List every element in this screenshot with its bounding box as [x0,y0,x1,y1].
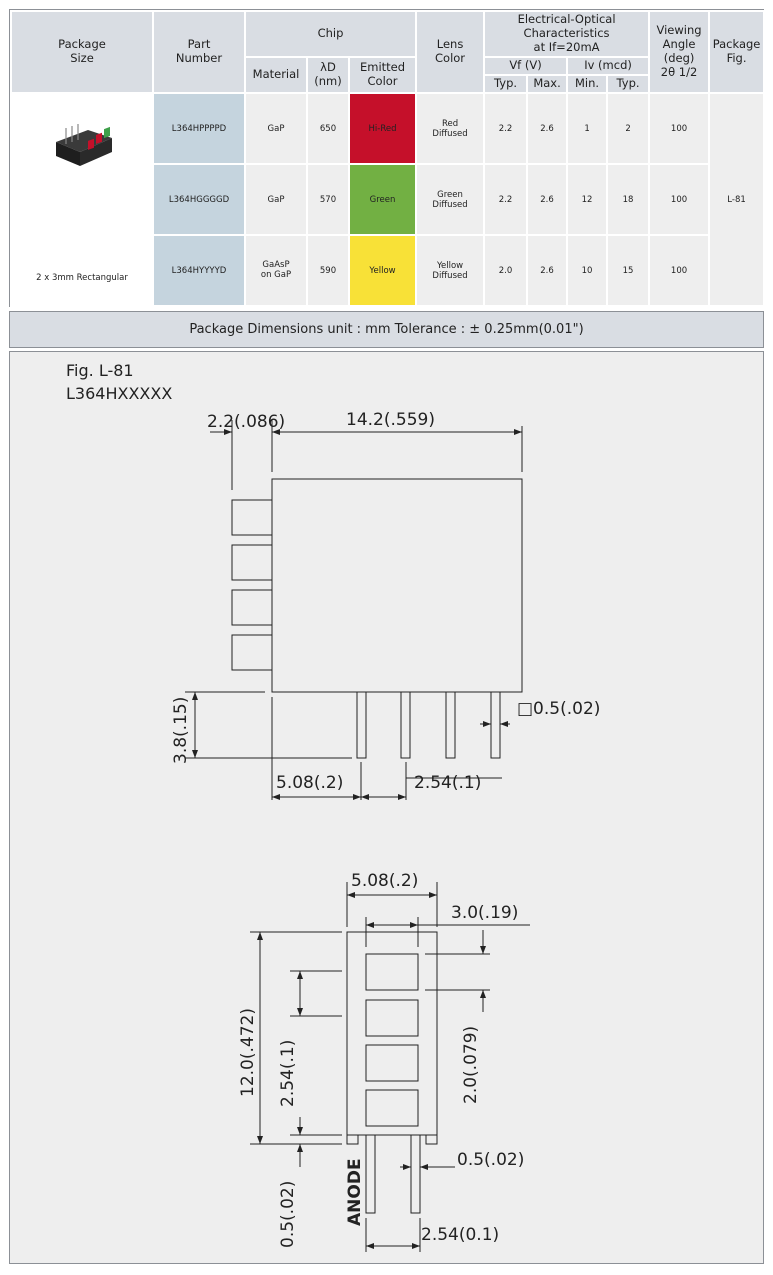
row-1-iv-typ: 2 [607,93,649,164]
dim-2-54-pins: 2.54(0.1) [421,1225,500,1245]
pin-2 [401,692,410,758]
front-pin-2 [411,1135,420,1213]
dimensions-banner-text: Package Dimensions unit : mm Tolerance : ± 0.25mm(0.01") [189,322,584,337]
row-2-iv-min: 12 [567,164,607,235]
row-2-vf-max: 2.6 [527,164,567,235]
dim-0-5-base: 0.5(.02) [278,1180,298,1248]
part-series: L364HXXXXX [66,384,173,403]
row-1-iv-min: 1 [567,93,607,164]
row-3-vf-max: 2.6 [527,235,567,306]
row-2-vf-typ: 2.2 [484,164,527,235]
row-3-iv-typ: 15 [607,235,649,306]
dim-2-54-top: 2.54(.1) [414,773,482,793]
row-3-vf-typ: 2.0 [484,235,527,306]
front-lens-2 [366,1000,418,1036]
header-lens-color: Lens Color [416,11,484,93]
front-pin-anode [366,1135,375,1213]
row-3-part: L364HYYYYD [153,235,245,306]
lens-1 [232,500,272,535]
lens-3 [232,590,272,625]
row-2-angle: 100 [649,164,709,235]
dim-2-2: 2.2(.086) [207,412,286,432]
dimensions-banner [9,311,764,348]
row-1-material: GaP [245,93,307,164]
row-1-vf-typ: 2.2 [484,93,527,164]
row-3-material: GaAsP on GaP [245,235,307,306]
dim-2-0: 2.0(.079) [461,1025,481,1104]
header-iv-min: Min. [567,75,607,93]
dim-14-2: 14.2(.559) [346,410,435,430]
header-chip: Chip [245,11,416,57]
dim-3-0: 3.0(.19) [451,903,519,923]
anode-label: ANODE [345,1158,365,1226]
package-image-cell [11,93,153,306]
package-fig-value: L-81 [709,93,764,306]
row-1-angle: 100 [649,93,709,164]
row-2-iv-typ: 18 [607,164,649,235]
header-package-fig: Package Fig. [709,11,764,93]
front-lens-3 [366,1045,418,1081]
front-view-body [347,932,437,1135]
row-1-vf-max: 2.6 [527,93,567,164]
dim-5-08-top: 5.08(.2) [276,773,344,793]
row-3-color: Yellow [349,235,416,306]
header-iv: Iv (mcd) [567,57,649,75]
header-electro-optical: Electrical-Optical Characteristics at If=20mA [484,11,649,57]
dim-0-5-pin: 0.5(.02) [457,1150,525,1170]
header-emitted-color: Emitted Color [349,57,416,93]
row-1-color: Hi-Red [349,93,416,164]
header-wavelength: λD (nm) [307,57,349,93]
top-view-body [272,479,522,692]
header-viewing-angle: Viewing Angle (deg) 2θ 1/2 [649,11,709,93]
led-package-image [52,124,122,174]
row-2-material: GaP [245,164,307,235]
header-package-size: Package Size [11,11,153,93]
row-1-part: L364HPPPPD [153,93,245,164]
row-3-lens: Yellow Diffused [416,235,484,306]
header-vf-typ: Typ. [484,75,527,93]
row-2-part: L364HGGGGD [153,164,245,235]
row-3-angle: 100 [649,235,709,306]
package-caption: 2 x 3mm Rectangular [36,273,128,283]
row-1-lens: Red Diffused [416,93,484,164]
pin-3 [446,692,455,758]
lens-4 [232,635,272,670]
dim-3-8: 3.8(.15) [171,696,191,764]
front-lens-1 [366,954,418,990]
spec-table [10,10,765,307]
lens-2 [232,545,272,580]
dim-0-5-square: □0.5(.02) [517,699,601,719]
header-iv-typ: Typ. [607,75,649,93]
dimension-drawing [10,352,763,1263]
dim-5-08-front: 5.08(.2) [351,871,419,891]
dim-2-54-front: 2.54(.1) [278,1039,298,1107]
row-1-wavelength: 650 [307,93,349,164]
pin-4 [491,692,500,758]
header-material: Material [245,57,307,93]
pin-1 [357,692,366,758]
header-part-number: Part Number [153,11,245,93]
dim-12-0: 12.0(.472) [238,1008,258,1097]
row-2-lens: Green Diffused [416,164,484,235]
row-2-wavelength: 570 [307,164,349,235]
front-lens-4 [366,1090,418,1126]
row-3-iv-min: 10 [567,235,607,306]
row-3-wavelength: 590 [307,235,349,306]
row-2-color: Green [349,164,416,235]
fig-label: Fig. L-81 [66,361,134,380]
header-vf-max: Max. [527,75,567,93]
header-vf: Vf (V) [484,57,567,75]
